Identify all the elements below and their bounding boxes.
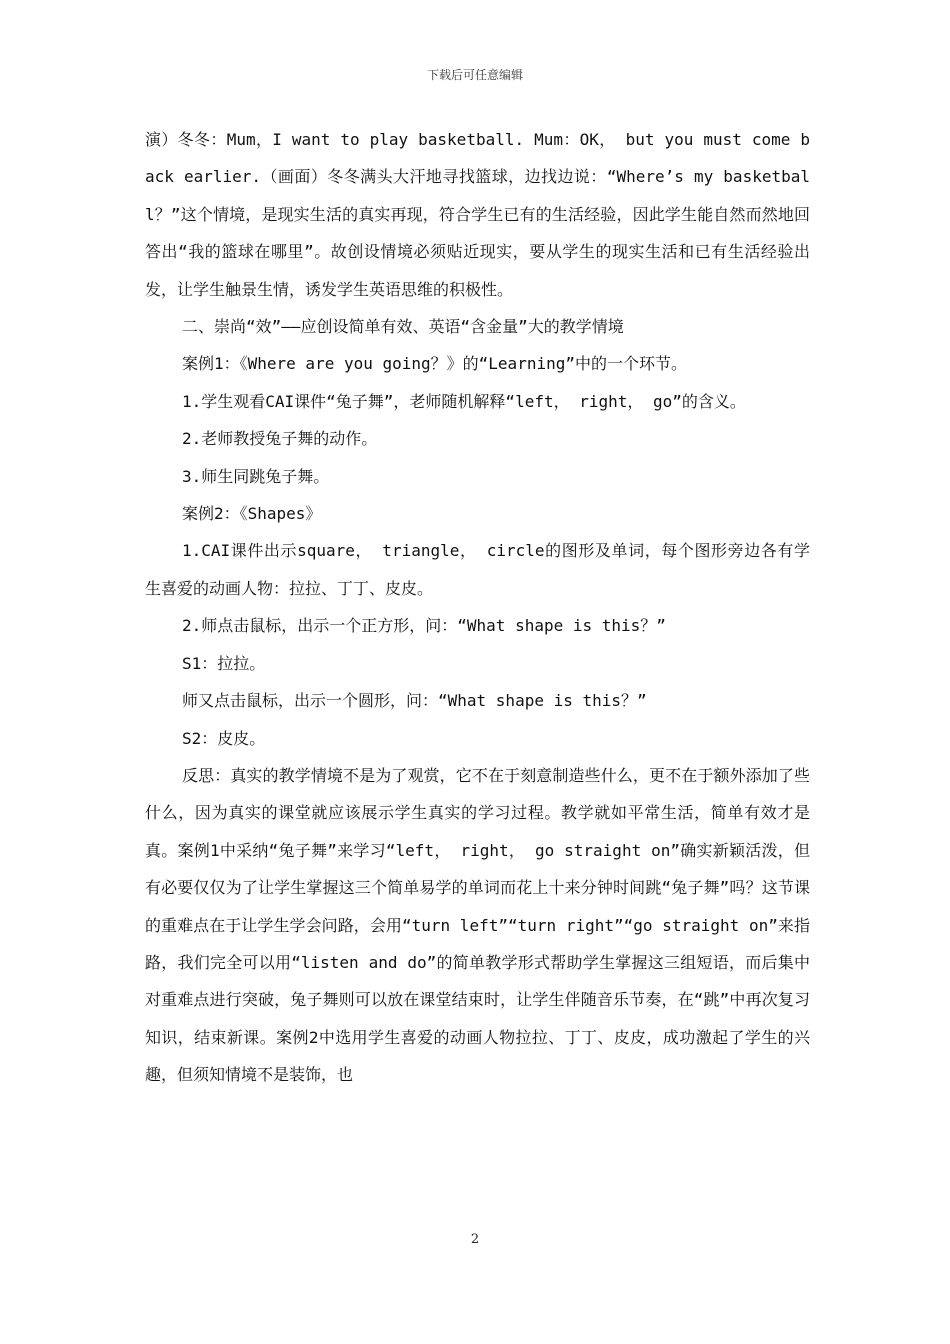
case-1-step-2: 2.老师教授兔子舞的动作。 <box>182 429 378 449</box>
case-1-title: 案例1：《Where are you going？》的“Learning”中的一个环节。 <box>182 354 687 374</box>
case-2-answer-s2: S2：皮皮。 <box>182 728 266 748</box>
paragraph-1: 演）冬冬：Mum，I want to play basketball. Mum：OK， but you must come back earlier.（画面）冬冬满头大汗地寻找篮球，边找边说：“Where’s my basketball？”这个情境，是现实生活的真实再现，符合学生已有的生活经验，因此学生能自然而然地回答出“我的篮球在哪里”。故创设情境必须贴近现实，要从学生的现实生活和已有生活经验出发，让学生触景生情，诱发学生英语思维的积极性。 <box>145 130 810 299</box>
case-2-title: 案例2：《Shapes》 <box>182 504 322 524</box>
case-2-step-1: 1.CAI课件出示square， triangle， circle的图形及单词，每个图形旁边各有学生喜爱的动画人物：拉拉、丁丁、皮皮。 <box>145 541 810 598</box>
page-number: 2 <box>470 1232 480 1247</box>
reflection-paragraph: 反思：真实的教学情境不是为了观赏，它不在于刻意制造些什么，更不在于额外添加了些什么，因为真实的课堂就应该展示学生真实的学习过程。教学就如平常生活，简单有效才是真。案例1中采纳“兔子舞”来学习“left， right， go straight on”确实新颖活泼，但有必要仅仅为了让学生掌握这三个简单易学的单词而花上十来分钟时间跳“兔子舞”吗？这节课的重难点在于让学生学会问路，会用“turn left”“turn right”“go straight on”来指路，我们完全可以用“listen and do”的简单教学形式帮助学生掌握这三组短语，而后集中对重难点进行突破，兔子舞则可以放在课堂结束时，让学生伴随音乐节奏，在“跳”中再次复习知识，结束新课。案例2中选用学生喜爱的动画人物拉拉、丁丁、皮皮，成功激起了学生的兴趣，但须知情境不是装饰，也 <box>145 765 810 1085</box>
case-2-teacher-question: 师又点击鼠标，出示一个圆形，问：“What shape is this？” <box>182 691 647 711</box>
case-2-step-2: 2.师点击鼠标，出示一个正方形，问：“What shape is this？” <box>182 616 666 636</box>
case-1-step-1: 1.学生观看CAI课件“兔子舞”，老师随机解释“left， right， go”的含义。 <box>182 391 746 411</box>
document-body <box>145 121 810 1094</box>
case-1-step-3: 3.师生同跳兔子舞。 <box>182 466 330 486</box>
section-heading-2: 二、崇尚“效”——应创设简单有效、英语“含金量”大的教学情境 <box>182 317 624 337</box>
case-2-answer-s1: S1：拉拉。 <box>182 653 266 673</box>
page-header: 下载后可任意编辑 <box>426 68 523 82</box>
